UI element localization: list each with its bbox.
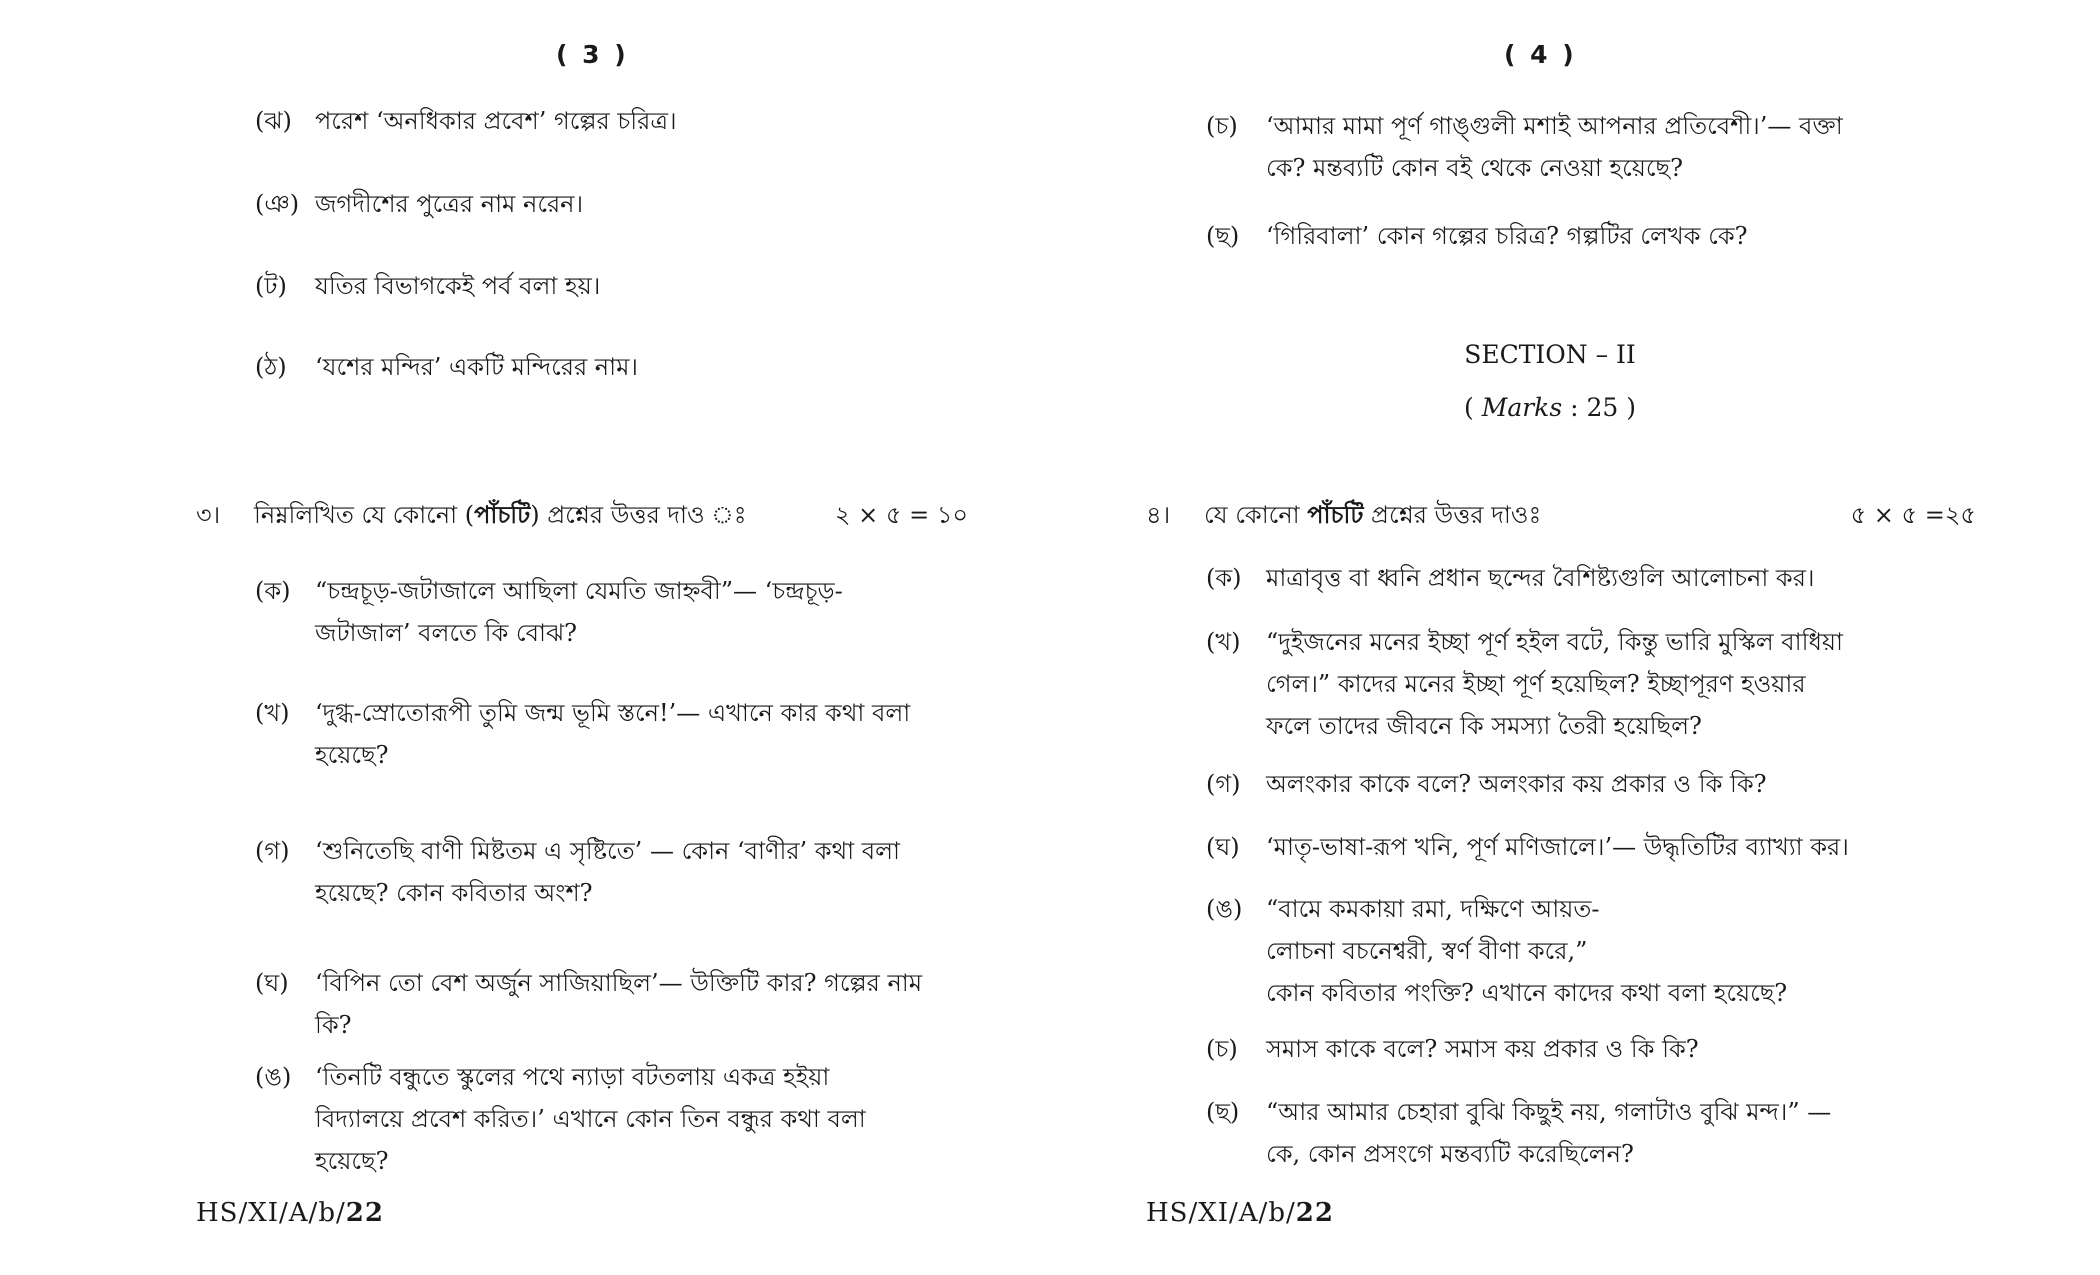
page-number: ( 3 ) xyxy=(556,40,629,69)
question-number: ৪। xyxy=(1146,501,1171,529)
section-marks: ( Marks : 25 ) xyxy=(1464,393,1636,422)
list-item xyxy=(1206,1091,1846,1181)
page-number: ( 4 ) xyxy=(1504,40,1577,69)
item-text: ‘মাতৃ-ভাষা-রূপ খনি, পূর্ণ মণিজালে।’— উদ্ধৃতিটির ব্যাখ্যা কর। xyxy=(1266,833,1849,861)
list-item xyxy=(255,1056,915,1175)
item-label: (খ) xyxy=(255,699,290,727)
item-text: ‘শুনিতেছি বাণী মিষ্টতম এ সৃষ্টিতে’ — কোন ‘বাণীর’ কথা বলা হয়েছে? কোন কবিতার অংশ? xyxy=(315,837,900,907)
item-label: (ঠ) xyxy=(255,353,287,381)
item-text: “আর আমার চেহারা বুঝি কিছুই নয়, গলাটাও বুঝি মন্দ।” — কে, কোন প্রসংগে মন্তব্যটি করেছিলেন? xyxy=(1266,1098,1832,1168)
item-text: “দুইজনের মনের ইচ্ছা পূর্ণ হইল বটে, কিন্তু ভারি মুস্কিল বাধিয়া গেল।” কাদের মনের ইচ্ছা পূর্ণ হয়েছিল? ইচ্ছাপূরণ হওয়ার ফলে তাদের জীবনে কি সমস্যা তৈরী হয়েছিল? xyxy=(1266,628,1844,740)
question-marks: ২ × ৫ = ১০ xyxy=(834,501,968,529)
item-label: (ছ) xyxy=(1206,222,1240,250)
list-item xyxy=(1206,888,1906,1014)
right-page xyxy=(1050,0,2100,1275)
item-label: (ট) xyxy=(255,272,287,300)
item-text: “বামে কমকায়া রমা, দক্ষিণে আয়ত- লোচনা বচনেশ্বরী, স্বর্ণ বীণা করে,” কোন কবিতার পংক্তি? এখানে কাদের কথা বলা হয়েছে? xyxy=(1266,895,1788,1007)
list-item xyxy=(255,692,915,782)
section-title: SECTION – II xyxy=(1464,340,1636,369)
question-instruction: নিম্নলিখিত যে কোনো (পাঁচটি) প্রশ্নের উত্তর দাও ঃ xyxy=(254,500,747,529)
item-text: অলংকার কাকে বলে? অলংকার কয় প্রকার ও কি কি? xyxy=(1266,770,1767,798)
item-text: ‘তিনটি বন্ধুতে স্কুলের পথে ন্যাড়া বটতলায় একত্র হইয়া বিদ্যালয়ে প্রবেশ করিত।’ এখানে কোন তিন বন্ধুর কথা বলা হয়েছে? xyxy=(315,1063,866,1175)
item-text: “চন্দ্রচূড়-জটাজালে আছিলা যেমতি জাহ্নবী”— ‘চন্দ্রচূড়-জটাজাল’ বলতে কি বোঝ? xyxy=(315,577,843,647)
list-item xyxy=(1206,621,1846,747)
list-item xyxy=(255,570,915,660)
item-label: (গ) xyxy=(255,837,290,865)
list-item xyxy=(255,830,915,920)
item-label: (ক) xyxy=(255,577,291,605)
list-item xyxy=(1206,105,1846,195)
item-label: (ক) xyxy=(1206,564,1242,592)
item-label: (চ) xyxy=(1206,112,1238,140)
item-text: মাত্রাবৃত্ত বা ধ্বনি প্রধান ছন্দের বৈশিষ্ট্যগুলি আলোচনা কর। xyxy=(1266,564,1815,592)
item-text: ‘যশের মন্দির’ একটি মন্দিরের নাম। xyxy=(315,353,638,381)
item-label: (ছ) xyxy=(1206,1098,1240,1126)
item-label: (ঙ) xyxy=(255,1063,292,1091)
item-label: (ঙ) xyxy=(1206,895,1243,923)
page-footer-code: HS/XI/A/b/22 xyxy=(196,1198,384,1228)
question-instruction: যে কোনো পাঁচটি প্রশ্নের উত্তর দাওঃ xyxy=(1204,500,1542,529)
item-text: যতির বিভাগকেই পর্ব বলা হয়। xyxy=(315,272,601,300)
item-text: পরেশ ‘অনধিকার প্রবেশ’ গল্পের চরিত্র। xyxy=(315,107,677,135)
item-label: (গ) xyxy=(1206,770,1241,798)
item-label: (ঘ) xyxy=(1206,833,1240,861)
question-marks: ৫ × ৫ =২৫ xyxy=(1850,501,1976,529)
item-label: (ঞ) xyxy=(255,190,300,218)
item-text: সমাস কাকে বলে? সমাস কয় প্রকার ও কি কি? xyxy=(1266,1035,1699,1063)
item-text: ‘দুগ্ধ-স্রোতোরূপী তুমি জন্ম ভূমি স্তনে!’— এখানে কার কথা বলা হয়েছে? xyxy=(315,699,911,769)
item-text: ‘আমার মামা পূর্ণ গাঙ্গুলী মশাই আপনার প্রতিবেশী।’— বক্তা কে? মন্তব্যটি কোন বই থেকে নেওয়া হয়েছে? xyxy=(1266,112,1843,182)
item-label: (খ) xyxy=(1206,628,1241,656)
item-text: ‘গিরিবালা’ কোন গল্পের চরিত্র? গল্পটির লেখক কে? xyxy=(1266,222,1748,250)
item-label: (চ) xyxy=(1206,1035,1238,1063)
item-label: (ঘ) xyxy=(255,969,289,997)
item-text: ‘বিপিন তো বেশ অর্জুন সাজিয়াছিল’— উক্তিটি কার? গল্পের নাম কি? xyxy=(315,969,923,1039)
question-number: ৩। xyxy=(196,501,221,529)
item-text: জগদীশের পুত্রের নাম নরেন। xyxy=(315,190,584,218)
item-label: (ঝ) xyxy=(255,107,292,135)
page-footer-code: HS/XI/A/b/22 xyxy=(1146,1198,1334,1228)
